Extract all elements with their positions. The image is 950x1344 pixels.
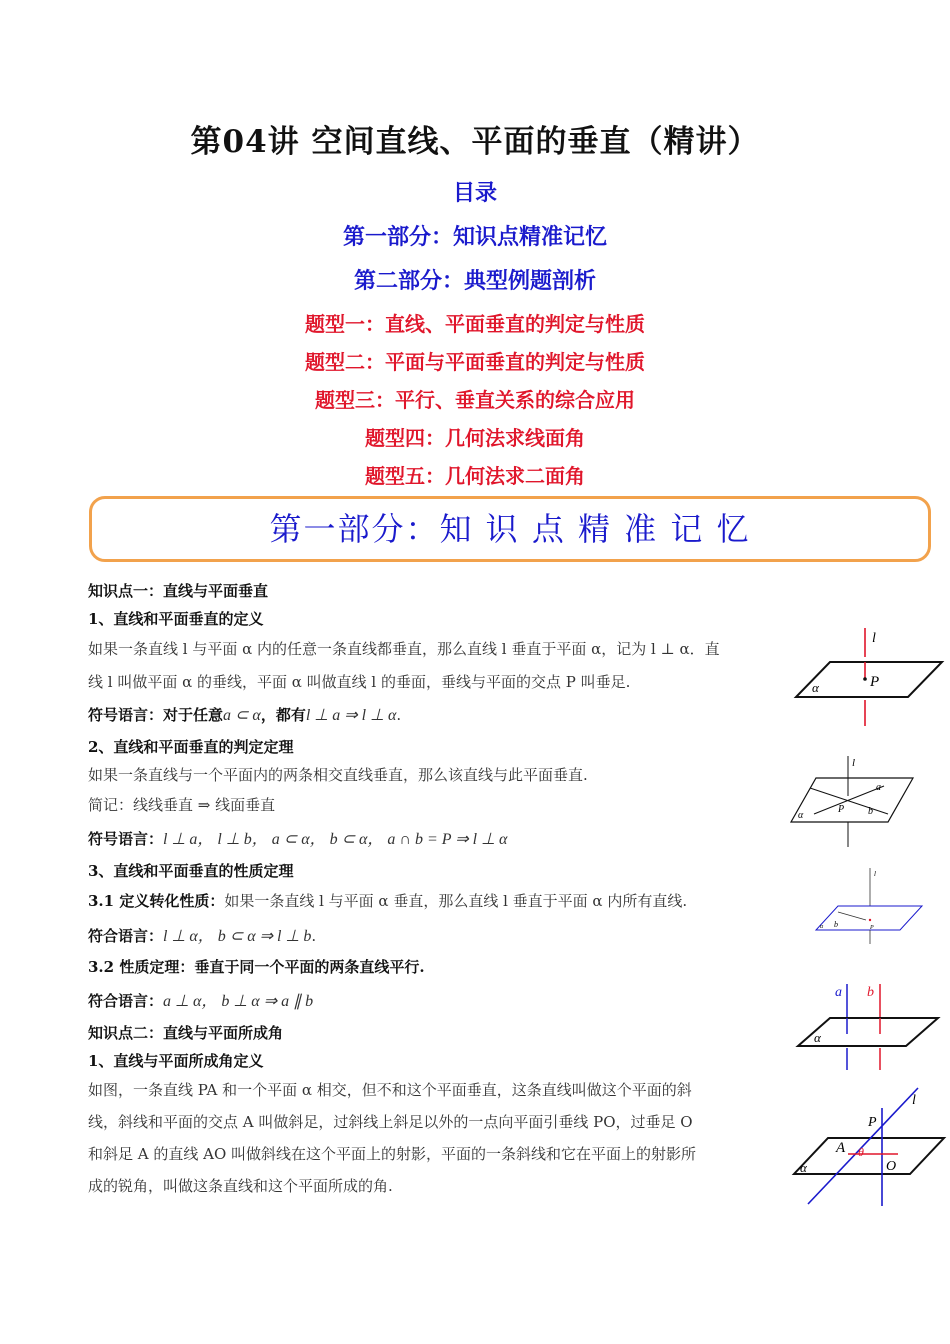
symbol-label: 符合语言： <box>88 927 164 945</box>
kp1-symbol-line <box>88 704 401 725</box>
kp1-prop-31 <box>88 890 687 911</box>
figure-line-plane-angle <box>788 1082 948 1208</box>
kp1-prop-32: 3.2 性质定理：垂直于同一个平面的两条直线平行. <box>88 958 425 976</box>
symbol-label: 符合语言： <box>88 992 164 1010</box>
toc-type-2[interactable]: 题型二：平面与平面垂直的判定与性质 <box>305 350 645 374</box>
toc-type-1[interactable]: 题型一：直线、平面垂直的判定与性质 <box>305 312 645 336</box>
symbol-end: . <box>396 706 402 724</box>
fig3-label-l: l <box>874 870 876 878</box>
fig3-label-alpha: α <box>820 924 824 930</box>
toc-heading: 目录 <box>452 180 497 206</box>
kp1-symbol-line-3 <box>88 923 316 946</box>
kp1-def-heading: 1、直线和平面垂直的定义 <box>88 610 264 628</box>
symbol-math-2: l ⊥ a ⇒ l ⊥ α <box>305 707 397 724</box>
fig1-label-alpha: α <box>812 680 819 695</box>
fig2-label-alpha: α <box>798 810 804 821</box>
symbol-math: l ⊥ a， l ⊥ b， a ⊂ α， b ⊂ α， a ∩ b = P ⇒ l ⊥ α <box>163 831 508 848</box>
symbol-math: a ⊥ α， b ⊥ α ⇒ a ∥ b <box>163 993 314 1010</box>
fig5-label-a: A <box>836 1140 846 1156</box>
toc-part-2[interactable]: 第二部分：典型例题剖析 <box>353 268 596 294</box>
kp2-heading: 知识点二：直线与平面所成角 <box>88 1024 284 1042</box>
kp1-symbol-line-4 <box>88 988 313 1011</box>
toc-type-3[interactable]: 题型三：平行、垂直关系的综合应用 <box>315 388 635 412</box>
page-title: 第04讲 空间直线、平面的垂直（精讲） <box>190 124 760 160</box>
symbol-mid: ，都有 <box>260 706 306 724</box>
figure-judgement-theorem <box>788 752 928 850</box>
fig5-label-l: l <box>912 1093 916 1108</box>
figure-line-perpendicular-plane <box>790 622 945 732</box>
fig1-label-p: P <box>870 674 880 690</box>
fig4-label-a: a <box>835 985 842 1000</box>
symbol-end: . <box>311 927 317 945</box>
kp2-line-3: 和斜足 A 的直线 AO 叫做斜线在这个平面上的射影，平面的一条斜线和它在平面上的射影所 <box>88 1145 697 1163</box>
fig5-label-o: O <box>886 1159 897 1174</box>
toc-type-5[interactable]: 题型五：几何法求二面角 <box>365 464 585 488</box>
figure-definition-property <box>808 866 928 946</box>
fig2-label-p: P <box>838 804 845 815</box>
prop-31-text: 如果一条直线 l 与平面 α 垂直，那么直线 l 垂直于平面 α 内所有直线. <box>224 892 688 910</box>
fig1-label-l: l <box>872 631 876 646</box>
figure-parallel-perpendiculars <box>792 980 942 1076</box>
toc-type-4[interactable]: 题型四：几何法求线面角 <box>365 426 585 450</box>
fig4-label-alpha: α <box>814 1030 821 1045</box>
kp1-def-line-1: 如果一条直线 l 与平面 α 内的任意一条直线都垂直，那么直线 l 垂直于平面 α，记为 l ⊥ α．直 <box>88 640 720 658</box>
fig2-label-b: b <box>868 806 873 817</box>
symbol-label: 符号语言：对于任意 <box>88 706 224 724</box>
kp1-prop-heading: 3、直线和平面垂直的性质定理 <box>88 862 294 880</box>
kp1-def-line-2: 线 l 叫做平面 α 的垂线，平面 α 叫做直线 l 的垂面，垂线与平面的交点 P 叫垂足. <box>88 673 631 691</box>
prop-31-label: 3.1 定义转化性质： <box>88 892 225 910</box>
kp1-symbol-line-2 <box>88 826 507 849</box>
section-banner: 第一部分：知 识 点 精 准 记 忆 <box>89 496 931 562</box>
fig3-label-p: P <box>870 925 874 931</box>
fig4-label-b: b <box>867 985 874 1000</box>
toc-part-1[interactable]: 第一部分：知识点精准记忆 <box>342 224 607 250</box>
symbol-label: 符号语言： <box>88 830 164 848</box>
kp2-line-4: 成的锐角，叫做这条直线和这个平面所成的角. <box>88 1177 393 1195</box>
kp2-paragraph <box>88 1074 778 1202</box>
kp2-line-2: 线，斜线和平面的交点 A 叫做斜足，过斜线上斜足以外的一点向平面引垂线 PO，过垂足 O <box>88 1113 693 1131</box>
kp1-memo: 简记：线线垂直 ⇒ 线面垂直 <box>88 796 276 814</box>
kp1-judge-text: 如果一条直线与一个平面内的两条相交直线垂直，那么该直线与此平面垂直. <box>88 766 588 784</box>
fig3-label-b: b <box>834 920 838 929</box>
kp2-line-1: 如图，一条直线 PA 和一个平面 α 相交，但不和这个平面垂直，这条直线叫做这个平面的斜 <box>88 1081 692 1099</box>
fig2-label-a: a <box>876 782 881 793</box>
kp2-def-heading: 1、直线与平面所成角定义 <box>88 1052 264 1070</box>
symbol-math: l ⊥ α， b ⊂ α ⇒ l ⊥ b <box>163 928 312 945</box>
kp1-judge-heading: 2、直线和平面垂直的判定定理 <box>88 738 294 756</box>
symbol-math: a ⊂ α <box>223 707 261 724</box>
fig5-label-p: P <box>868 1115 877 1130</box>
kp1-heading: 知识点一：直线与平面垂直 <box>88 582 269 600</box>
fig5-label-theta: θ <box>858 1145 864 1159</box>
fig5-label-alpha: α <box>800 1160 807 1175</box>
fig2-label-l: l <box>852 757 856 769</box>
